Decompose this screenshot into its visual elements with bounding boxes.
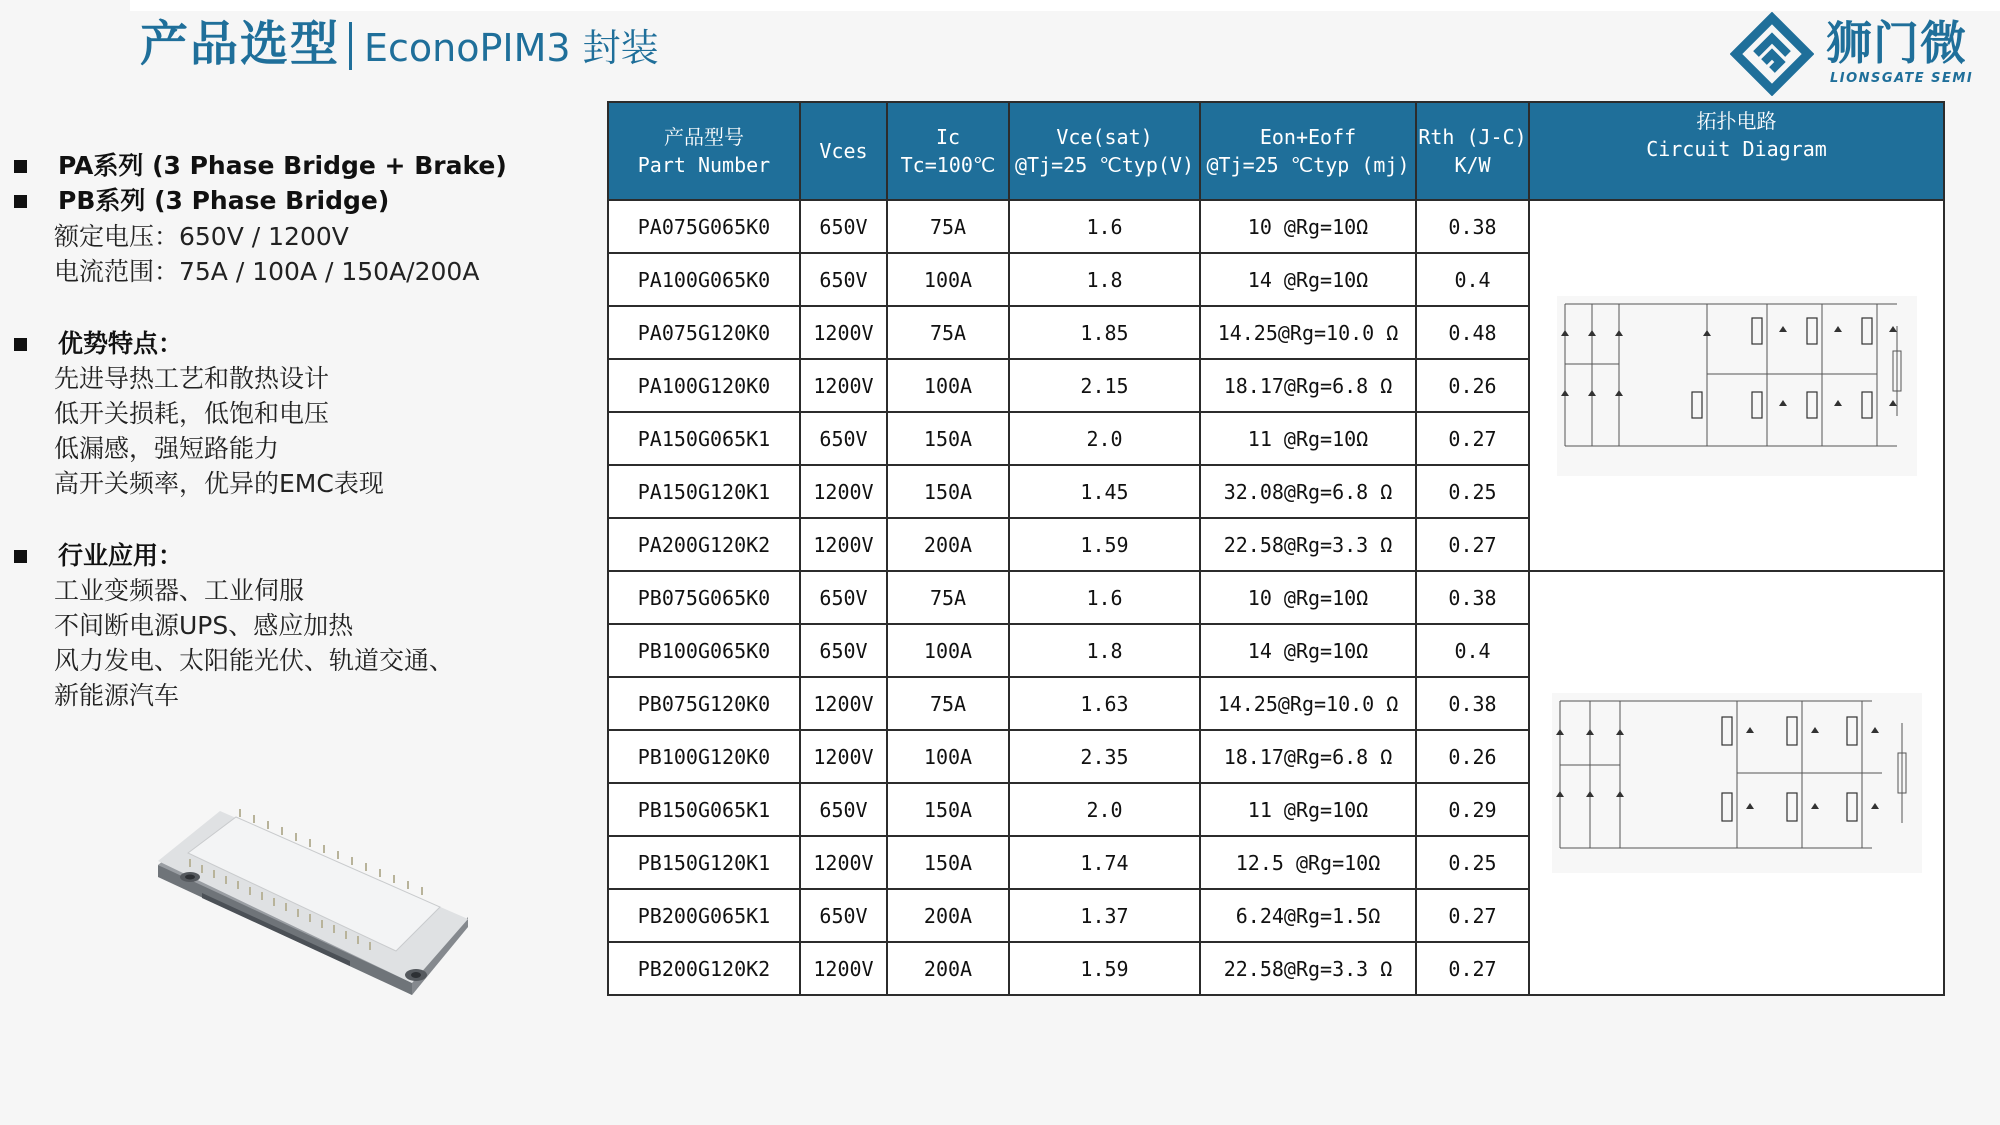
advantage-item: 先进导热工艺和散热设计 bbox=[54, 364, 330, 393]
cell-ic: 150A bbox=[887, 836, 1009, 889]
cell-ic: 150A bbox=[887, 783, 1009, 836]
cell-part-number: PA200G120K2 bbox=[608, 518, 800, 571]
cell-vces: 1200V bbox=[800, 359, 887, 412]
cell-vces: 650V bbox=[800, 412, 887, 465]
cell-rth: 0.48 bbox=[1416, 306, 1529, 359]
cell-ic: 75A bbox=[887, 571, 1009, 624]
pb-circuit-diagram bbox=[1552, 693, 1922, 873]
cell-vces: 1200V bbox=[800, 518, 887, 571]
logo-name-en: LIONSGATE SEMI bbox=[1830, 71, 1974, 86]
cell-ic: 150A bbox=[887, 412, 1009, 465]
advantage-item: 低开关损耗，低饱和电压 bbox=[54, 399, 330, 428]
cell-vces: 1200V bbox=[800, 730, 887, 783]
cell-vces: 650V bbox=[800, 783, 887, 836]
cell-rth: 0.29 bbox=[1416, 783, 1529, 836]
application-item: 不间断电源UPS、感应加热 bbox=[54, 611, 354, 640]
bullet-icon bbox=[14, 160, 27, 173]
cell-eon-eoff: 14.25@Rg=10.0 Ω bbox=[1200, 677, 1416, 730]
cell-vces: 1200V bbox=[800, 306, 887, 359]
cell-ic: 75A bbox=[887, 306, 1009, 359]
cell-vces: 650V bbox=[800, 200, 887, 253]
bullet-icon bbox=[14, 338, 27, 351]
cell-eon-eoff: 32.08@Rg=6.8 Ω bbox=[1200, 465, 1416, 518]
econopim3-module-image bbox=[150, 795, 480, 1005]
cell-part-number: PB075G120K0 bbox=[608, 677, 800, 730]
page-title: 产品选型 bbox=[140, 16, 341, 72]
cell-part-number: PB150G065K1 bbox=[608, 783, 800, 836]
cell-vce-sat: 2.0 bbox=[1009, 783, 1200, 836]
cell-eon-eoff: 14.25@Rg=10.0 Ω bbox=[1200, 306, 1416, 359]
cell-part-number: PA075G120K0 bbox=[608, 306, 800, 359]
title-divider bbox=[349, 22, 352, 70]
applications-title: 行业应用： bbox=[58, 541, 184, 570]
cell-ic: 200A bbox=[887, 942, 1009, 995]
cell-part-number: PA100G120K0 bbox=[608, 359, 800, 412]
cell-rth: 0.25 bbox=[1416, 836, 1529, 889]
advantage-item: 高开关频率，优异的EMC表现 bbox=[54, 469, 384, 498]
header-part-number: 产品型号 Part Number bbox=[608, 102, 800, 200]
header-rth: Rth (J-C) K/W bbox=[1416, 102, 1529, 200]
diamond-logo-icon bbox=[1730, 12, 1814, 96]
current-range: 电流范围：75A / 100A / 150A/200A bbox=[54, 257, 480, 286]
cell-vces: 650V bbox=[800, 889, 887, 942]
cell-ic: 100A bbox=[887, 624, 1009, 677]
top-band bbox=[130, 0, 2000, 11]
cell-ic: 200A bbox=[887, 889, 1009, 942]
table-row bbox=[608, 200, 1944, 253]
cell-vces: 1200V bbox=[800, 465, 887, 518]
pa-circuit-diagram bbox=[1557, 296, 1917, 476]
advantage-item: 低漏感，强短路能力 bbox=[54, 434, 280, 463]
logo-name-cn: 狮门微 bbox=[1826, 16, 1967, 70]
cell-part-number: PA100G065K0 bbox=[608, 253, 800, 306]
cell-eon-eoff: 14 @Rg=10Ω bbox=[1200, 253, 1416, 306]
cell-vce-sat: 2.35 bbox=[1009, 730, 1200, 783]
cell-rth: 0.38 bbox=[1416, 571, 1529, 624]
cell-ic: 150A bbox=[887, 465, 1009, 518]
cell-ic: 200A bbox=[887, 518, 1009, 571]
application-item: 工业变频器、工业伺服 bbox=[54, 576, 305, 605]
cell-rth: 0.27 bbox=[1416, 889, 1529, 942]
cell-vce-sat: 1.45 bbox=[1009, 465, 1200, 518]
header-circuit-diagram: 拓扑电路 Circuit Diagram bbox=[1529, 102, 1944, 200]
table-header-row bbox=[608, 102, 1944, 200]
cell-rth: 0.4 bbox=[1416, 253, 1529, 306]
advantages-title: 优势特点： bbox=[58, 329, 184, 358]
series-pb: PB系列 (3 Phase Bridge) bbox=[58, 186, 390, 215]
cell-eon-eoff: 12.5 @Rg=10Ω bbox=[1200, 836, 1416, 889]
cell-vce-sat: 1.59 bbox=[1009, 942, 1200, 995]
cell-ic: 100A bbox=[887, 253, 1009, 306]
bullet-icon bbox=[14, 550, 27, 563]
cell-eon-eoff: 18.17@Rg=6.8 Ω bbox=[1200, 359, 1416, 412]
cell-part-number: PB200G065K1 bbox=[608, 889, 800, 942]
cell-eon-eoff: 18.17@Rg=6.8 Ω bbox=[1200, 730, 1416, 783]
cell-part-number: PB100G120K0 bbox=[608, 730, 800, 783]
series-pa: PA系列 (3 Phase Bridge + Brake) bbox=[58, 151, 507, 180]
cell-vces: 1200V bbox=[800, 677, 887, 730]
cell-vces: 1200V bbox=[800, 942, 887, 995]
cell-vce-sat: 1.6 bbox=[1009, 200, 1200, 253]
cell-vce-sat: 1.74 bbox=[1009, 836, 1200, 889]
cell-rth: 0.27 bbox=[1416, 518, 1529, 571]
pb-circuit-diagram-cell bbox=[1529, 571, 1944, 995]
cell-part-number: PA075G065K0 bbox=[608, 200, 800, 253]
cell-eon-eoff: 10 @Rg=10Ω bbox=[1200, 571, 1416, 624]
pa-circuit-diagram-cell bbox=[1529, 200, 1944, 571]
cell-vce-sat: 1.85 bbox=[1009, 306, 1200, 359]
cell-rth: 0.27 bbox=[1416, 942, 1529, 995]
application-item: 新能源汽车 bbox=[54, 681, 180, 710]
cell-rth: 0.27 bbox=[1416, 412, 1529, 465]
cell-rth: 0.25 bbox=[1416, 465, 1529, 518]
cell-vces: 650V bbox=[800, 571, 887, 624]
bullet-icon bbox=[14, 195, 27, 208]
cell-vce-sat: 1.37 bbox=[1009, 889, 1200, 942]
cell-eon-eoff: 11 @Rg=10Ω bbox=[1200, 783, 1416, 836]
cell-rth: 0.38 bbox=[1416, 677, 1529, 730]
product-selection-table bbox=[607, 101, 1945, 996]
cell-part-number: PA150G120K1 bbox=[608, 465, 800, 518]
cell-ic: 75A bbox=[887, 677, 1009, 730]
cell-vce-sat: 1.8 bbox=[1009, 253, 1200, 306]
cell-vces: 1200V bbox=[800, 836, 887, 889]
cell-eon-eoff: 6.24@Rg=1.5Ω bbox=[1200, 889, 1416, 942]
cell-part-number: PA150G065K1 bbox=[608, 412, 800, 465]
cell-vce-sat: 1.8 bbox=[1009, 624, 1200, 677]
page-subtitle: EconoPIM3 封装 bbox=[364, 26, 659, 70]
cell-eon-eoff: 10 @Rg=10Ω bbox=[1200, 200, 1416, 253]
cell-part-number: PB200G120K2 bbox=[608, 942, 800, 995]
cell-eon-eoff: 22.58@Rg=3.3 Ω bbox=[1200, 518, 1416, 571]
cell-eon-eoff: 22.58@Rg=3.3 Ω bbox=[1200, 942, 1416, 995]
cell-part-number: PB100G065K0 bbox=[608, 624, 800, 677]
cell-ic: 100A bbox=[887, 359, 1009, 412]
cell-vce-sat: 1.63 bbox=[1009, 677, 1200, 730]
cell-rth: 0.4 bbox=[1416, 624, 1529, 677]
cell-eon-eoff: 11 @Rg=10Ω bbox=[1200, 412, 1416, 465]
header-vce-sat: Vce(sat) @Tj=25 ℃typ(V) bbox=[1009, 102, 1200, 200]
cell-rth: 0.26 bbox=[1416, 359, 1529, 412]
cell-eon-eoff: 14 @Rg=10Ω bbox=[1200, 624, 1416, 677]
cell-vce-sat: 2.15 bbox=[1009, 359, 1200, 412]
cell-rth: 0.26 bbox=[1416, 730, 1529, 783]
header-vces: Vces bbox=[800, 102, 887, 200]
header-eon-eoff: Eon+Eoff @Tj=25 ℃typ (mj) bbox=[1200, 102, 1416, 200]
rated-voltage: 额定电压：650V / 1200V bbox=[54, 222, 349, 251]
cell-part-number: PB150G120K1 bbox=[608, 836, 800, 889]
cell-vces: 650V bbox=[800, 624, 887, 677]
header-ic: Ic Tc=100℃ bbox=[887, 102, 1009, 200]
company-logo bbox=[1730, 12, 1982, 96]
cell-ic: 75A bbox=[887, 200, 1009, 253]
cell-vce-sat: 1.59 bbox=[1009, 518, 1200, 571]
cell-vces: 650V bbox=[800, 253, 887, 306]
table-row bbox=[608, 571, 1944, 624]
cell-vce-sat: 2.0 bbox=[1009, 412, 1200, 465]
cell-vce-sat: 1.6 bbox=[1009, 571, 1200, 624]
application-item: 风力发电、太阳能光伏、轨道交通、 bbox=[54, 646, 455, 675]
cell-ic: 100A bbox=[887, 730, 1009, 783]
cell-rth: 0.38 bbox=[1416, 200, 1529, 253]
cell-part-number: PB075G065K0 bbox=[608, 571, 800, 624]
